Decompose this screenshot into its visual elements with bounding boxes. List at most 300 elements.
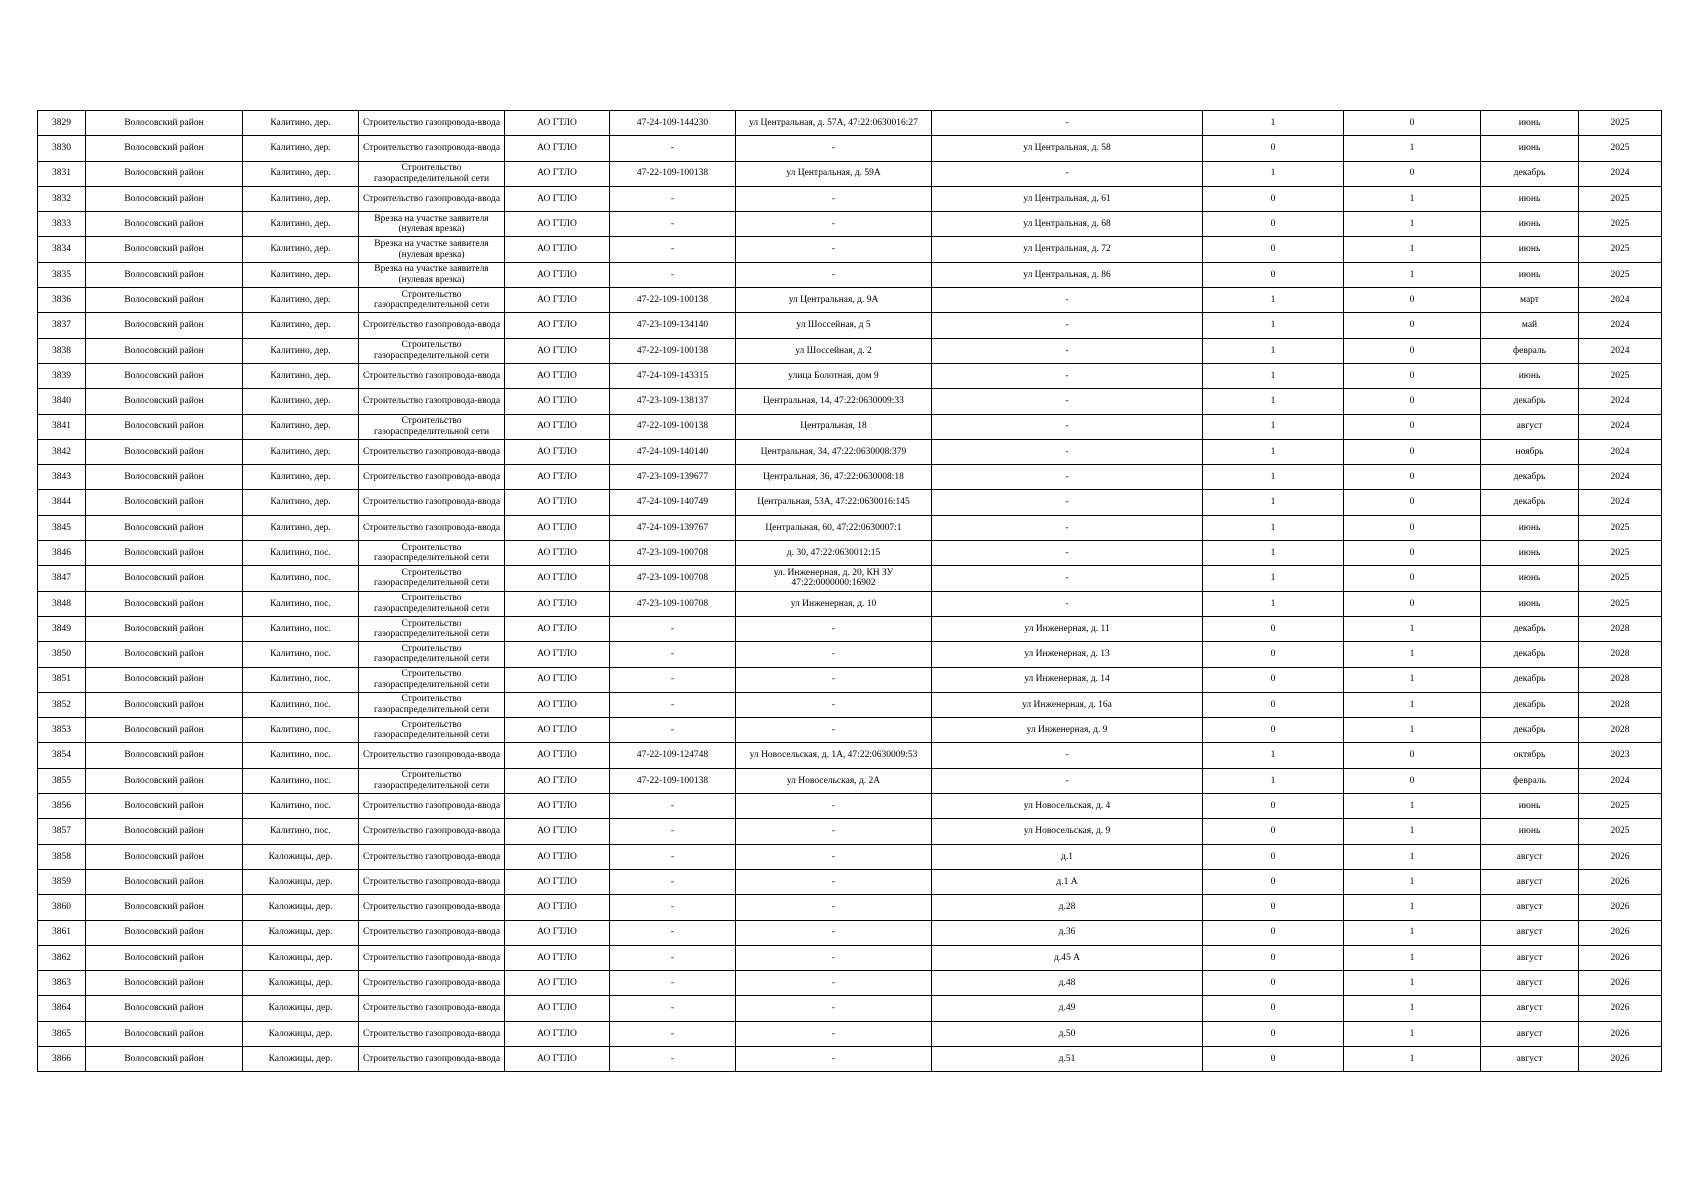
cell-row-number: 3855 (38, 768, 86, 793)
cell-month: декабрь (1481, 389, 1579, 414)
cell-year: 2024 (1579, 288, 1662, 313)
cell-row-number: 3844 (38, 490, 86, 515)
table-row (38, 136, 1662, 161)
cell-row-number: 3862 (38, 945, 86, 970)
cell-flag-b: 1 (1344, 616, 1481, 641)
cell-district: Волосовский район (86, 945, 243, 970)
cell-application-number: 47-22-109-100138 (610, 338, 736, 363)
cell-object-address: - (736, 262, 932, 287)
cell-applicant-address: ул Новосельская, д. 9 (932, 819, 1203, 844)
cell-application-number: - (610, 718, 736, 743)
cell-organization: АО ГТЛО (505, 566, 610, 591)
cell-year: 2026 (1579, 920, 1662, 945)
cell-flag-b: 1 (1344, 844, 1481, 869)
cell-object-address: ул Центральная, д. 9А (736, 288, 932, 313)
cell-year: 2025 (1579, 566, 1662, 591)
cell-settlement: Каложицы, дер. (243, 971, 359, 996)
cell-work-type: Строительство газопровода-ввода (359, 186, 505, 211)
cell-settlement: Калитино, пос. (243, 566, 359, 591)
cell-organization: АО ГТЛО (505, 1046, 610, 1071)
cell-application-number: 47-24-109-139767 (610, 515, 736, 540)
cell-district: Волосовский район (86, 819, 243, 844)
cell-application-number: - (610, 642, 736, 667)
cell-district: Волосовский район (86, 490, 243, 515)
cell-district: Волосовский район (86, 869, 243, 894)
cell-year: 2028 (1579, 667, 1662, 692)
cell-applicant-address: - (932, 591, 1203, 616)
cell-flag-a: 0 (1203, 920, 1344, 945)
table-row (38, 794, 1662, 819)
cell-year: 2025 (1579, 212, 1662, 237)
cell-applicant-address: д.1 (932, 844, 1203, 869)
cell-year: 2025 (1579, 515, 1662, 540)
cell-organization: АО ГТЛО (505, 262, 610, 287)
cell-organization: АО ГТЛО (505, 768, 610, 793)
cell-flag-a: 0 (1203, 794, 1344, 819)
cell-month: февраль (1481, 338, 1579, 363)
cell-year: 2024 (1579, 768, 1662, 793)
cell-application-number: - (610, 794, 736, 819)
cell-flag-b: 1 (1344, 667, 1481, 692)
cell-object-address: - (736, 996, 932, 1021)
cell-year: 2026 (1579, 971, 1662, 996)
table-row (38, 313, 1662, 338)
cell-flag-b: 1 (1344, 869, 1481, 894)
cell-row-number: 3847 (38, 566, 86, 591)
cell-district: Волосовский район (86, 692, 243, 717)
cell-application-number: - (610, 819, 736, 844)
table-row (38, 743, 1662, 768)
cell-flag-a: 0 (1203, 616, 1344, 641)
cell-flag-b: 0 (1344, 566, 1481, 591)
cell-flag-b: 1 (1344, 212, 1481, 237)
cell-applicant-address: - (932, 439, 1203, 464)
cell-year: 2028 (1579, 718, 1662, 743)
cell-object-address: улица Болотная, дом 9 (736, 363, 932, 388)
cell-flag-a: 1 (1203, 111, 1344, 136)
cell-application-number: 47-22-109-100138 (610, 288, 736, 313)
cell-flag-a: 0 (1203, 262, 1344, 287)
cell-object-address: - (736, 642, 932, 667)
cell-settlement: Калитино, дер. (243, 439, 359, 464)
cell-work-type: Строительство газопровода-ввода (359, 743, 505, 768)
cell-row-number: 3838 (38, 338, 86, 363)
cell-settlement: Каложицы, дер. (243, 844, 359, 869)
cell-flag-a: 0 (1203, 945, 1344, 970)
cell-row-number: 3832 (38, 186, 86, 211)
cell-settlement: Калитино, пос. (243, 718, 359, 743)
table-row (38, 920, 1662, 945)
cell-applicant-address: - (932, 161, 1203, 186)
cell-year: 2026 (1579, 895, 1662, 920)
cell-month: декабрь (1481, 667, 1579, 692)
cell-year: 2028 (1579, 642, 1662, 667)
table-row (38, 212, 1662, 237)
cell-year: 2028 (1579, 616, 1662, 641)
table-row (38, 819, 1662, 844)
cell-object-address: ул Новосельская, д. 2А (736, 768, 932, 793)
table-row (38, 515, 1662, 540)
cell-settlement: Калитино, пос. (243, 743, 359, 768)
cell-application-number: - (610, 844, 736, 869)
cell-district: Волосовский район (86, 212, 243, 237)
cell-month: июнь (1481, 212, 1579, 237)
table-row (38, 111, 1662, 136)
cell-row-number: 3834 (38, 237, 86, 262)
cell-object-address: ул Шоссейная, д. 2 (736, 338, 932, 363)
cell-month: август (1481, 1046, 1579, 1071)
cell-flag-a: 0 (1203, 895, 1344, 920)
cell-applicant-address: ул Центральная, д. 68 (932, 212, 1203, 237)
cell-applicant-address: ул Инженерная, д. 14 (932, 667, 1203, 692)
cell-application-number: 47-22-109-100138 (610, 414, 736, 439)
cell-row-number: 3841 (38, 414, 86, 439)
cell-flag-b: 1 (1344, 262, 1481, 287)
cell-organization: АО ГТЛО (505, 161, 610, 186)
cell-flag-b: 1 (1344, 692, 1481, 717)
cell-application-number: - (610, 186, 736, 211)
cell-object-address: д. 30, 47:22:0630012:15 (736, 541, 932, 566)
cell-work-type: Строительство газораспределительной сети (359, 161, 505, 186)
cell-settlement: Калитино, дер. (243, 237, 359, 262)
cell-applicant-address: - (932, 414, 1203, 439)
cell-work-type: Строительство газопровода-ввода (359, 996, 505, 1021)
cell-applicant-address: ул Инженерная, д. 9 (932, 718, 1203, 743)
cell-application-number: - (610, 895, 736, 920)
cell-row-number: 3843 (38, 465, 86, 490)
table-row (38, 869, 1662, 894)
cell-month: ноябрь (1481, 439, 1579, 464)
cell-applicant-address: д.45 А (932, 945, 1203, 970)
cell-settlement: Калитино, пос. (243, 642, 359, 667)
table-row (38, 768, 1662, 793)
cell-flag-b: 1 (1344, 1021, 1481, 1046)
cell-work-type: Строительство газопровода-ввода (359, 971, 505, 996)
cell-year: 2025 (1579, 136, 1662, 161)
cell-application-number: - (610, 237, 736, 262)
cell-settlement: Калитино, дер. (243, 186, 359, 211)
cell-district: Волосовский район (86, 794, 243, 819)
cell-applicant-address: д.28 (932, 895, 1203, 920)
table-body (38, 111, 1662, 1072)
cell-row-number: 3837 (38, 313, 86, 338)
cell-district: Волосовский район (86, 237, 243, 262)
cell-flag-a: 0 (1203, 212, 1344, 237)
cell-district: Волосовский район (86, 1021, 243, 1046)
cell-object-address: Центральная, 34, 47:22:0630008:379 (736, 439, 932, 464)
cell-work-type: Строительство газопровода-ввода (359, 945, 505, 970)
cell-district: Волосовский район (86, 186, 243, 211)
cell-year: 2024 (1579, 439, 1662, 464)
cell-application-number: - (610, 667, 736, 692)
cell-organization: АО ГТЛО (505, 389, 610, 414)
cell-flag-a: 1 (1203, 313, 1344, 338)
cell-organization: АО ГТЛО (505, 439, 610, 464)
cell-organization: АО ГТЛО (505, 844, 610, 869)
cell-year: 2024 (1579, 389, 1662, 414)
cell-settlement: Каложицы, дер. (243, 1021, 359, 1046)
cell-settlement: Каложицы, дер. (243, 945, 359, 970)
cell-application-number: - (610, 616, 736, 641)
gasification-table (37, 110, 1662, 1072)
cell-work-type: Врезка на участке заявителя (нулевая врезка) (359, 237, 505, 262)
cell-flag-b: 0 (1344, 111, 1481, 136)
table-row (38, 642, 1662, 667)
cell-organization: АО ГТЛО (505, 541, 610, 566)
cell-application-number: - (610, 1021, 736, 1046)
cell-settlement: Калитино, дер. (243, 515, 359, 540)
cell-work-type: Строительство газопровода-ввода (359, 313, 505, 338)
cell-month: август (1481, 895, 1579, 920)
cell-work-type: Строительство газопровода-ввода (359, 794, 505, 819)
cell-flag-a: 1 (1203, 743, 1344, 768)
cell-organization: АО ГТЛО (505, 718, 610, 743)
cell-year: 2025 (1579, 541, 1662, 566)
cell-flag-b: 1 (1344, 186, 1481, 211)
cell-work-type: Строительство газопровода-ввода (359, 920, 505, 945)
cell-work-type: Строительство газопровода-ввода (359, 819, 505, 844)
cell-month: март (1481, 288, 1579, 313)
cell-row-number: 3851 (38, 667, 86, 692)
cell-flag-a: 0 (1203, 667, 1344, 692)
cell-organization: АО ГТЛО (505, 111, 610, 136)
cell-work-type: Строительство газораспределительной сети (359, 642, 505, 667)
cell-month: декабрь (1481, 490, 1579, 515)
cell-work-type: Строительство газораспределительной сети (359, 718, 505, 743)
cell-year: 2025 (1579, 237, 1662, 262)
cell-object-address: - (736, 237, 932, 262)
cell-month: август (1481, 844, 1579, 869)
cell-flag-b: 1 (1344, 642, 1481, 667)
cell-district: Волосовский район (86, 718, 243, 743)
table-row (38, 692, 1662, 717)
cell-flag-a: 1 (1203, 566, 1344, 591)
cell-flag-b: 0 (1344, 288, 1481, 313)
cell-work-type: Строительство газораспределительной сети (359, 566, 505, 591)
table-row (38, 465, 1662, 490)
cell-applicant-address: - (932, 288, 1203, 313)
cell-settlement: Калитино, пос. (243, 819, 359, 844)
cell-month: август (1481, 869, 1579, 894)
cell-organization: АО ГТЛО (505, 743, 610, 768)
cell-row-number: 3865 (38, 1021, 86, 1046)
cell-settlement: Каложицы, дер. (243, 920, 359, 945)
cell-application-number: 47-23-109-134140 (610, 313, 736, 338)
cell-flag-b: 1 (1344, 996, 1481, 1021)
cell-year: 2025 (1579, 111, 1662, 136)
cell-applicant-address: - (932, 541, 1203, 566)
cell-work-type: Строительство газопровода-ввода (359, 1046, 505, 1071)
table-row (38, 414, 1662, 439)
cell-district: Волосовский район (86, 642, 243, 667)
table-row (38, 616, 1662, 641)
table-row (38, 338, 1662, 363)
cell-applicant-address: - (932, 363, 1203, 388)
cell-application-number: - (610, 971, 736, 996)
cell-flag-b: 0 (1344, 161, 1481, 186)
table-row (38, 288, 1662, 313)
cell-settlement: Калитино, дер. (243, 111, 359, 136)
cell-organization: АО ГТЛО (505, 490, 610, 515)
cell-year: 2025 (1579, 363, 1662, 388)
cell-settlement: Калитино, пос. (243, 667, 359, 692)
cell-month: июнь (1481, 111, 1579, 136)
cell-application-number: - (610, 136, 736, 161)
cell-organization: АО ГТЛО (505, 363, 610, 388)
cell-flag-b: 1 (1344, 237, 1481, 262)
cell-organization: АО ГТЛО (505, 971, 610, 996)
cell-flag-a: 1 (1203, 490, 1344, 515)
cell-organization: АО ГТЛО (505, 794, 610, 819)
cell-work-type: Врезка на участке заявителя (нулевая врезка) (359, 262, 505, 287)
cell-row-number: 3856 (38, 794, 86, 819)
cell-application-number: 47-23-109-100708 (610, 566, 736, 591)
cell-object-address: - (736, 971, 932, 996)
table-row (38, 439, 1662, 464)
cell-district: Волосовский район (86, 996, 243, 1021)
table-row (38, 971, 1662, 996)
cell-year: 2026 (1579, 1046, 1662, 1071)
cell-application-number: 47-22-109-124748 (610, 743, 736, 768)
cell-row-number: 3830 (38, 136, 86, 161)
cell-district: Волосовский район (86, 338, 243, 363)
cell-work-type: Строительство газораспределительной сети (359, 288, 505, 313)
cell-year: 2026 (1579, 869, 1662, 894)
cell-month: февраль (1481, 768, 1579, 793)
cell-work-type: Строительство газораспределительной сети (359, 667, 505, 692)
cell-work-type: Строительство газораспределительной сети (359, 414, 505, 439)
cell-district: Волосовский район (86, 363, 243, 388)
cell-applicant-address: - (932, 768, 1203, 793)
table-row (38, 844, 1662, 869)
cell-district: Волосовский район (86, 515, 243, 540)
table-row (38, 895, 1662, 920)
cell-work-type: Строительство газопровода-ввода (359, 1021, 505, 1046)
cell-application-number: - (610, 692, 736, 717)
cell-flag-a: 1 (1203, 363, 1344, 388)
cell-applicant-address: д.51 (932, 1046, 1203, 1071)
cell-applicant-address: - (932, 111, 1203, 136)
cell-district: Волосовский район (86, 768, 243, 793)
cell-work-type: Строительство газопровода-ввода (359, 869, 505, 894)
cell-object-address: - (736, 819, 932, 844)
cell-applicant-address: - (932, 515, 1203, 540)
cell-row-number: 3864 (38, 996, 86, 1021)
cell-work-type: Строительство газопровода-ввода (359, 363, 505, 388)
cell-flag-a: 0 (1203, 186, 1344, 211)
cell-organization: АО ГТЛО (505, 996, 610, 1021)
cell-application-number: 47-22-109-100138 (610, 161, 736, 186)
cell-flag-a: 0 (1203, 819, 1344, 844)
cell-object-address: - (736, 869, 932, 894)
cell-applicant-address: - (932, 743, 1203, 768)
cell-object-address: ул Шоссейная, д 5 (736, 313, 932, 338)
cell-organization: АО ГТЛО (505, 338, 610, 363)
cell-month: июнь (1481, 186, 1579, 211)
cell-month: июнь (1481, 262, 1579, 287)
cell-object-address: - (736, 667, 932, 692)
cell-row-number: 3835 (38, 262, 86, 287)
cell-year: 2024 (1579, 161, 1662, 186)
cell-row-number: 3850 (38, 642, 86, 667)
cell-row-number: 3842 (38, 439, 86, 464)
cell-organization: АО ГТЛО (505, 819, 610, 844)
cell-work-type: Строительство газораспределительной сети (359, 692, 505, 717)
cell-row-number: 3861 (38, 920, 86, 945)
cell-object-address: - (736, 616, 932, 641)
cell-applicant-address: - (932, 465, 1203, 490)
cell-settlement: Калитино, дер. (243, 262, 359, 287)
cell-flag-a: 1 (1203, 414, 1344, 439)
cell-flag-a: 0 (1203, 237, 1344, 262)
cell-organization: АО ГТЛО (505, 313, 610, 338)
cell-application-number: - (610, 945, 736, 970)
table-row (38, 667, 1662, 692)
cell-object-address: - (736, 186, 932, 211)
cell-year: 2024 (1579, 414, 1662, 439)
cell-month: декабрь (1481, 718, 1579, 743)
cell-row-number: 3857 (38, 819, 86, 844)
cell-organization: АО ГТЛО (505, 591, 610, 616)
cell-district: Волосовский район (86, 971, 243, 996)
cell-applicant-address: ул Инженерная, д. 13 (932, 642, 1203, 667)
cell-object-address: - (736, 718, 932, 743)
cell-applicant-address: д.49 (932, 996, 1203, 1021)
cell-application-number: 47-23-109-138137 (610, 389, 736, 414)
cell-organization: АО ГТЛО (505, 869, 610, 894)
cell-flag-a: 0 (1203, 996, 1344, 1021)
cell-month: май (1481, 313, 1579, 338)
cell-year: 2023 (1579, 743, 1662, 768)
cell-row-number: 3852 (38, 692, 86, 717)
cell-month: июнь (1481, 541, 1579, 566)
cell-month: июнь (1481, 566, 1579, 591)
cell-work-type: Строительство газопровода-ввода (359, 844, 505, 869)
cell-settlement: Каложицы, дер. (243, 996, 359, 1021)
cell-district: Волосовский район (86, 414, 243, 439)
cell-month: июнь (1481, 237, 1579, 262)
cell-district: Волосовский район (86, 313, 243, 338)
cell-district: Волосовский район (86, 1046, 243, 1071)
cell-organization: АО ГТЛО (505, 465, 610, 490)
cell-row-number: 3846 (38, 541, 86, 566)
cell-settlement: Каложицы, дер. (243, 869, 359, 894)
cell-district: Волосовский район (86, 591, 243, 616)
cell-district: Волосовский район (86, 465, 243, 490)
cell-work-type: Строительство газораспределительной сети (359, 338, 505, 363)
cell-applicant-address: ул Центральная, д. 58 (932, 136, 1203, 161)
cell-object-address: - (736, 212, 932, 237)
cell-organization: АО ГТЛО (505, 692, 610, 717)
cell-district: Волосовский район (86, 667, 243, 692)
table-row (38, 237, 1662, 262)
cell-flag-b: 0 (1344, 515, 1481, 540)
cell-flag-b: 0 (1344, 363, 1481, 388)
cell-flag-b: 0 (1344, 490, 1481, 515)
cell-flag-a: 1 (1203, 768, 1344, 793)
cell-object-address: - (736, 1021, 932, 1046)
cell-row-number: 3859 (38, 869, 86, 894)
table-row (38, 1046, 1662, 1071)
cell-application-number: 47-22-109-100138 (610, 768, 736, 793)
cell-row-number: 3854 (38, 743, 86, 768)
cell-application-number: - (610, 1046, 736, 1071)
cell-year: 2025 (1579, 794, 1662, 819)
cell-month: август (1481, 920, 1579, 945)
table-row (38, 945, 1662, 970)
cell-organization: АО ГТЛО (505, 136, 610, 161)
cell-application-number: 47-24-109-143315 (610, 363, 736, 388)
